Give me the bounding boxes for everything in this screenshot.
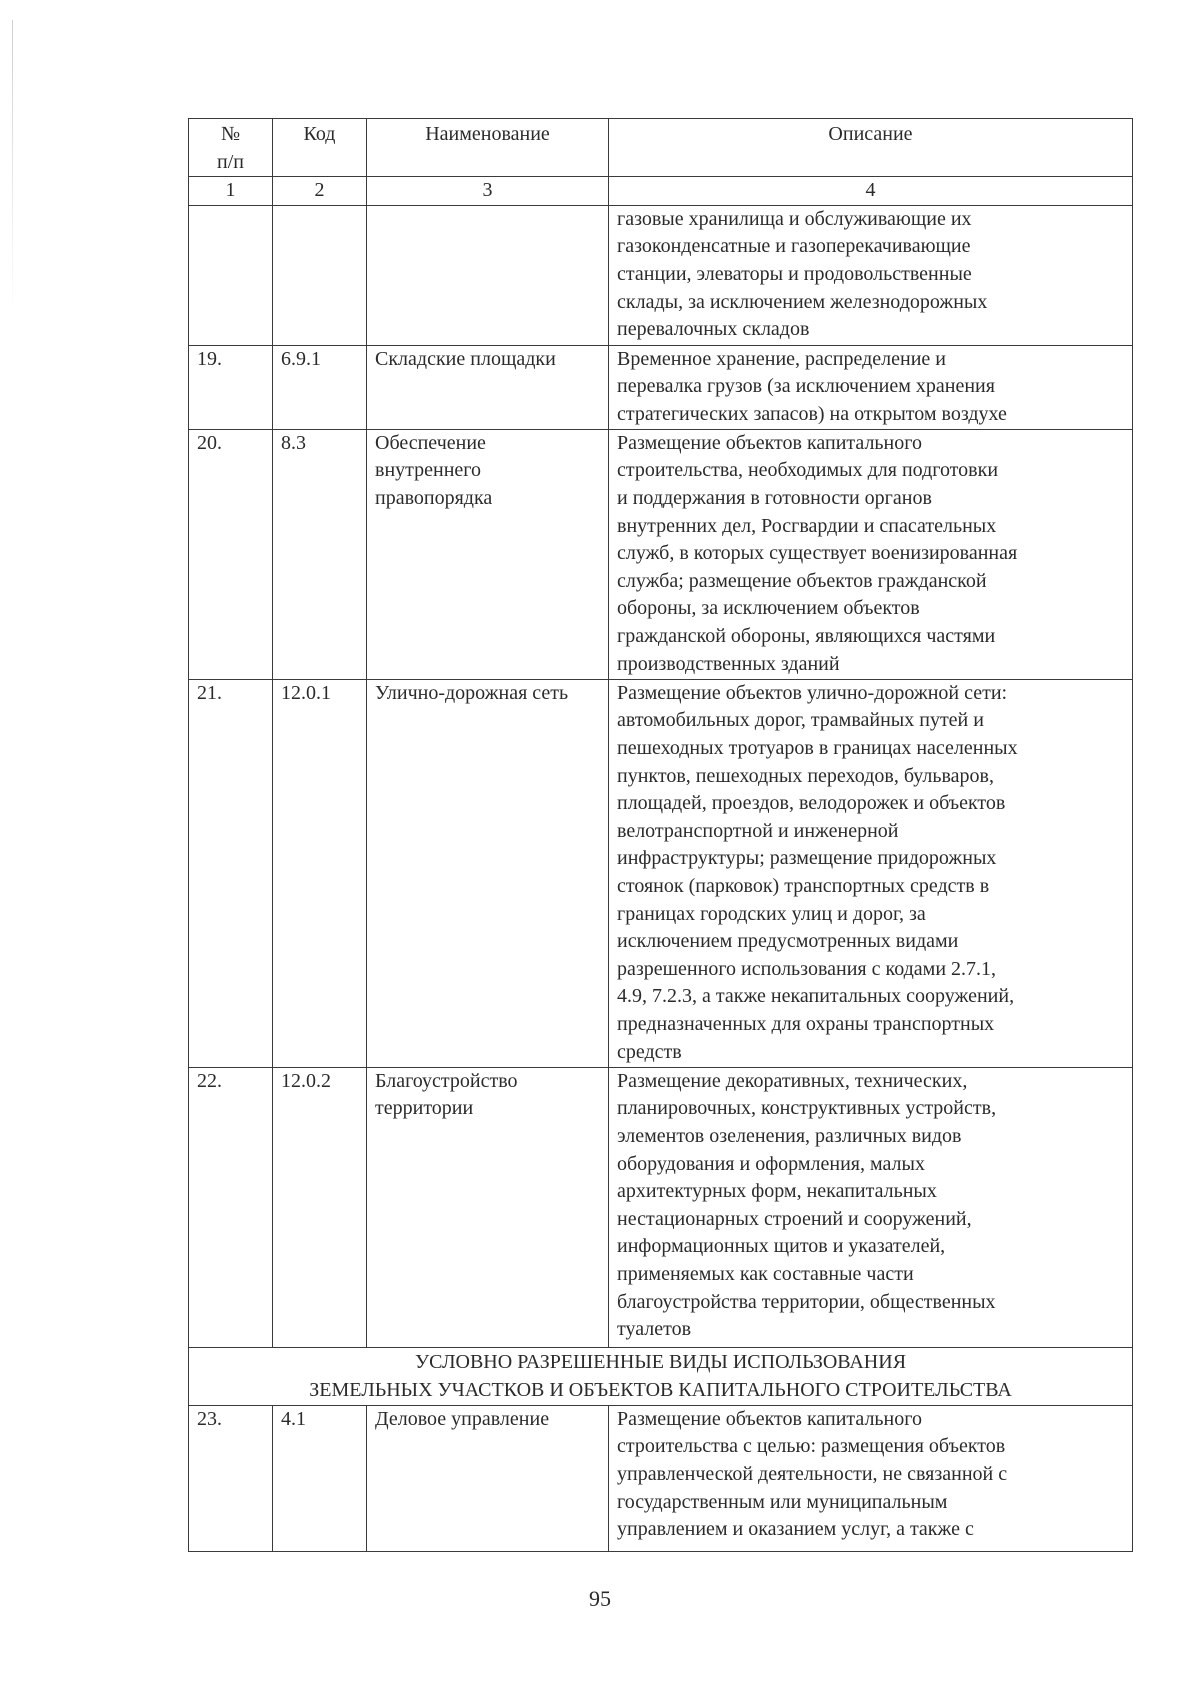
cell-name: Благоустройство территории [367, 1067, 609, 1347]
cell-num: 20. [189, 429, 273, 679]
cell-num: 19. [189, 345, 273, 429]
cell-code: 6.9.1 [273, 345, 367, 429]
cell-code [273, 205, 367, 345]
header-description: Описание [609, 119, 1133, 177]
section-heading-row [189, 1347, 1133, 1405]
column-number: 2 [273, 177, 367, 206]
cell-name: Обеспечение внутреннего правопорядка [367, 429, 609, 679]
cell-code: 12.0.1 [273, 679, 367, 1067]
scan-edge-mark [12, 20, 13, 320]
table-row [189, 1067, 1133, 1347]
cell-code: 12.0.2 [273, 1067, 367, 1347]
table-row-continuation [189, 205, 1133, 345]
header-code: Код [273, 119, 367, 177]
cell-name: Складские площадки [367, 345, 609, 429]
cell-name: Улично-дорожная сеть [367, 679, 609, 1067]
section-heading: УСЛОВНО РАЗРЕШЕННЫЕ ВИДЫ ИСПОЛЬЗОВАНИЯ ЗЕМЕЛЬНЫХ УЧАСТКОВ И ОБЪЕКТОВ КАПИТАЛЬНОГО СТРОИТЕЛЬСТВА [189, 1347, 1133, 1405]
cell-code: 4.1 [273, 1405, 367, 1551]
cell-description: Временное хранение, распределение и перевалка грузов (за исключением хранения стратегических запасов) на открытом воздухе [609, 345, 1133, 429]
cell-description: газовые хранилища и обслуживающие их газоконденсатные и газоперекачивающие станции, элеваторы и продовольственные склады, за исключением железнодорожных перевалочных складов [609, 205, 1133, 345]
table-row [189, 1405, 1133, 1551]
page-number: 95 [589, 1586, 611, 1611]
table-row [189, 679, 1133, 1067]
column-number: 1 [189, 177, 273, 206]
cell-description: Размещение объектов улично-дорожной сети: автомобильных дорог, трамвайных путей и пешеходных тротуаров в границах населенных пунктов, пешеходных переходов, бульваров, площадей, проездов, велодорожек и объектов велотранспортной и инженерной инфраструктуры; размещение придорожных стоянок (парковок) транспортных средств в границах городских улиц и дорог, за исключением предусмотренных видами разрешенного использования с кодами 2.7.1, 4.9, 7.2.3, а также некапитальных сооружений, предназначенных для охраны транспортных средств [609, 679, 1133, 1067]
cell-name [367, 205, 609, 345]
header-name: Наименование [367, 119, 609, 177]
header-row [189, 119, 1133, 177]
cell-description: Размещение объектов капитального строительства с целью: размещения объектов управленческой деятельности, не связанной с государственным или муниципальным управлением и оказанием услуг, а также с [609, 1405, 1133, 1551]
cell-num: 21. [189, 679, 273, 1067]
cell-code: 8.3 [273, 429, 367, 679]
cell-description: Размещение объектов капитального строительства, необходимых для подготовки и поддержания в готовности органов внутренних дел, Росгвардии и спасательных служб, в которых существует военизированная служба; размещение объектов гражданской обороны, за исключением объектов гражданской обороны, являющихся частями производственных зданий [609, 429, 1133, 679]
cell-num: 22. [189, 1067, 273, 1347]
land-use-table [188, 118, 1133, 1552]
header-number: № п/п [189, 119, 273, 177]
table-row [189, 345, 1133, 429]
column-number: 4 [609, 177, 1133, 206]
cell-num: 23. [189, 1405, 273, 1551]
column-number-row [189, 177, 1133, 206]
cell-num [189, 205, 273, 345]
cell-name: Деловое управление [367, 1405, 609, 1551]
column-number: 3 [367, 177, 609, 206]
cell-description: Размещение декоративных, технических, планировочных, конструктивных устройств, элементов озеленения, различных видов оборудования и оформления, малых архитектурных форм, некапитальных нестационарных строений и сооружений, информационных щитов и указателей, применяемых как составные части благоустройства территории, общественных туалетов [609, 1067, 1133, 1347]
table-row [189, 429, 1133, 679]
